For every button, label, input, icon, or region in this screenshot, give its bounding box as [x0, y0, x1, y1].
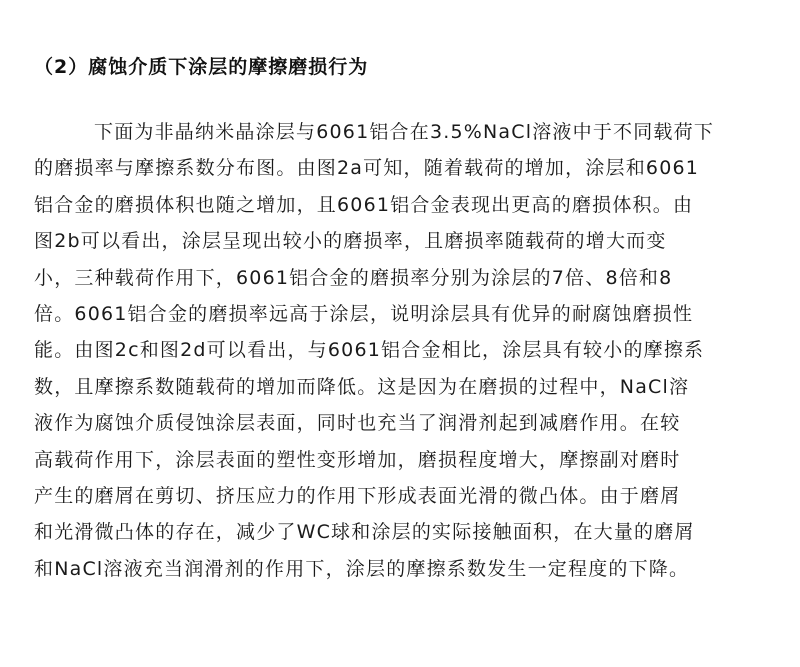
paragraph-line: 能。由图2c和图2d可以看出，与6061铝合金相比，涂层具有较小的摩擦系: [34, 339, 705, 362]
body-paragraph: [34, 114, 774, 587]
paragraph-line: 的磨损率与摩擦系数分布图。由图2a可知，随着载荷的增加，涂层和6061: [34, 157, 700, 180]
paragraph-line: 倍。6061铝合金的磨损率远高于涂层，说明涂层具有优异的耐腐蚀磨损性: [34, 302, 694, 325]
section-heading: （2）腐蚀介质下涂层的摩擦磨损行为: [34, 56, 369, 78]
paragraph-line: 产生的磨屑在剪切、挤压应力的作用下形成表面光滑的微凸体。由于磨屑: [34, 484, 681, 507]
paragraph-line: 和NaCl溶液充当润滑剂的作用下，涂层的摩擦系数发生一定程度的下降。: [34, 557, 690, 580]
paragraph-line: 图2b可以看出，涂层呈现出较小的磨损率，且磨损率随载荷的增大而变: [34, 230, 667, 253]
paragraph-line: 小，三种载荷作用下，6061铝合金的磨损率分别为涂层的7倍、8倍和8: [34, 266, 673, 289]
paragraph-line: 液作为腐蚀介质侵蚀涂层表面，同时也充当了润滑剂起到减磨作用。在较: [34, 412, 681, 435]
paragraph-line: 铝合金的磨损体积也随之增加，且6061铝合金表现出更高的磨损体积。由: [34, 193, 694, 216]
paragraph-line: 数，且摩擦系数随载荷的增加而降低。这是因为在磨损的过程中，NaCl溶: [34, 375, 690, 398]
paragraph-line: 下面为非晶纳米晶涂层与6061铝合在3.5%NaCl溶液中于不同载荷下: [94, 121, 715, 143]
paragraph-line: 和光滑微凸体的存在，减少了WC球和涂层的实际接触面积，在大量的磨屑: [34, 521, 695, 544]
paragraph-line: 高载荷作用下，涂层表面的塑性变形增加，磨损程度增大，摩擦副对磨时: [34, 448, 681, 471]
